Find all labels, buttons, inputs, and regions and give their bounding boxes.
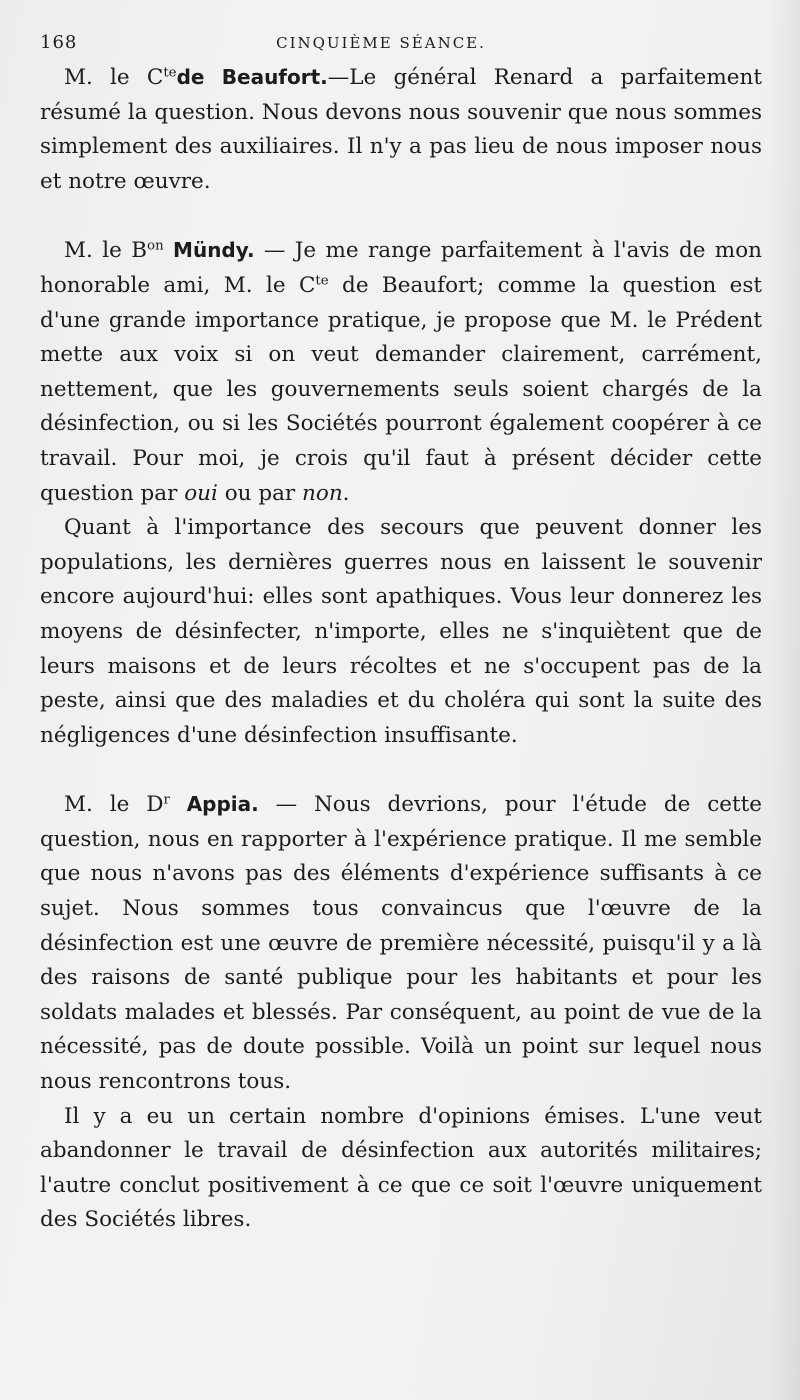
superscript: on <box>147 239 164 255</box>
italic-word: oui <box>184 480 218 506</box>
speaker-name: Appia. <box>186 792 259 817</box>
paragraph-text: — Je me range parfaitement à l'avis de mon honorable ami, M. le C <box>40 238 762 298</box>
superscript: te <box>163 65 177 81</box>
speaker-title: M. le D <box>64 792 164 818</box>
body-text <box>40 60 762 1238</box>
paragraph-opinions <box>40 1100 762 1238</box>
speaker-title: M. le <box>64 238 122 264</box>
paragraph-text: —Le général Renard a parfaitement résumé la question. Nous devons nous souvenir que nous sommes simplement des auxiliaires. Il n'y a pas lieu de nous imposer nous et notre œuvre. <box>40 65 762 194</box>
page-number: 168 <box>40 32 78 53</box>
paragraph-text: ou par <box>217 480 303 506</box>
running-head <box>40 32 762 60</box>
paragraph-appia <box>40 787 762 1099</box>
page-edge-shadow <box>770 0 800 1400</box>
paragraph-mundy <box>40 233 762 511</box>
speaker-title-abbrev: C <box>146 65 164 90</box>
paragraph-text: — Nous devrions, pour l'étude de cette question, nous en rapporter à l'expérience pratique. Il me semble que nous n'avons pas des éléments d'expérience suffisants à ce sujet. Nous sommes tous convaincus que l'œuvre de la désinfection est une œuvre de première nécessité, puisqu'il y a là des raisons de santé publique pour les habitants et pour les soldats malades et blessés. Par conséquent, au point de vue de la nécessité, pas de doute possible. Voilà un point sur lequel nous nous rencontrons tous. <box>40 792 762 1095</box>
superscript: r <box>163 792 170 808</box>
superscript: te <box>315 273 329 289</box>
paragraph-text: Quant à l'importance des secours que peuvent donner les populations, les dernières guerres nous en laissent le souvenir encore aujourd'hui: elles sont apathiques. Vous leur donnerez les moyens de désinfecter, n'importe, elles ne s'inquiètent que de leurs maisons et de leurs récoltes et ne s'occupent pas de la peste, ainsi que des maladies et du choléra qui sont la suite des négligences d'une désinfection insuffisante. <box>40 515 762 748</box>
speaker-name: de Beaufort. <box>176 65 328 89</box>
speaker-name: Mündy. <box>173 238 255 263</box>
paragraph-beaufort <box>40 60 762 199</box>
speaker-title: M. le <box>64 65 130 90</box>
paragraph-text: de Beaufort; comme la question est d'une grande importance pratique, je propose que M. le Prédent mette aux voix si on veut demander clairement, carrément, nettement, que les gouvernements seuls soient chargés de la désinfection, ou si les Sociétés pourront également coopérer à ce travail. Pour moi, je crois qu'il faut à présent décider cette question par <box>40 272 762 506</box>
speaker-title-abbrev: B <box>131 238 148 264</box>
italic-word: non <box>302 480 343 506</box>
running-title: CINQUIÈME SÉANCE. <box>276 34 486 52</box>
paragraph-text: . <box>342 480 350 506</box>
paragraph-text: Il y a eu un certain nombre d'opinions émises. L'une veut abandonner le travail de désinfection aux autorités militaires; l'autre conclut positivement à ce que ce soit l'œuvre uniquement des Sociétés libres. <box>40 1103 762 1233</box>
paragraph-populations <box>40 511 762 753</box>
